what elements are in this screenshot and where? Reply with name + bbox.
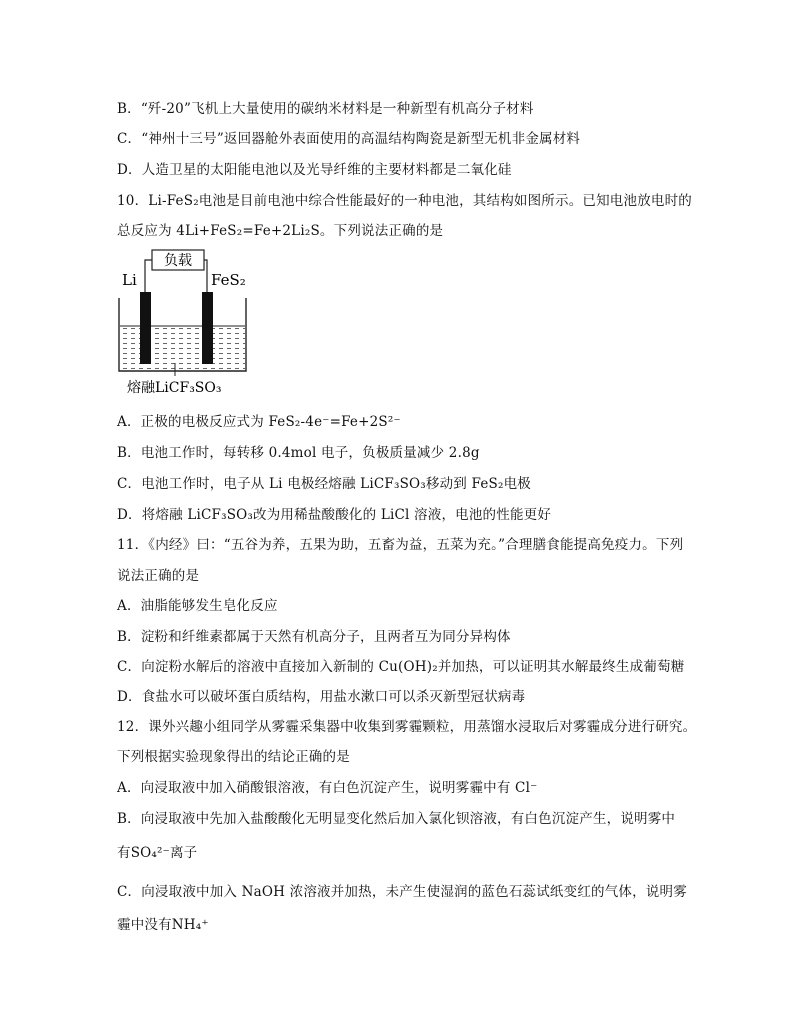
q9-option-b: B．“歼-20”飞机上大量使用的碳纳米材料是一种新型有机高分子材料: [117, 101, 534, 117]
q11-stem-line-2: 说法正确的是: [117, 568, 200, 584]
q10-option-a: A．正极的电极反应式为 FeS₂-4e⁻=Fe+2S²⁻: [117, 414, 401, 430]
q10-option-d: D．将熔融 LiCF₃SO₃改为用稀盐酸酸化的 LiCl 溶液，电池的性能更好: [117, 507, 552, 523]
q11-option-a: A．油脂能够发生皂化反应: [117, 598, 278, 614]
li-label: Li: [122, 271, 137, 289]
q11-stem-line-1: 11．《内经》曰：“五谷为养，五果为助，五畜为益，五菜为充。”合理膳食能提高免疫力。下列: [117, 537, 684, 553]
electrolyte-label: 熔融LiCF₃SO₃: [127, 380, 222, 396]
q12-option-b-line-2: 有SO₄²⁻离子: [117, 845, 198, 861]
li-electrode: [140, 292, 151, 364]
q12-option-b-line-1: B．向浸取液中先加入盐酸酸化无明显变化然后加入氯化钡溶液，有白色沉淀产生，说明雾中: [117, 811, 676, 827]
q10-option-b: B．电池工作时，每转移 0.4mol 电子，负极质量减少 2.8g: [117, 445, 480, 461]
battery-diagram: [115, 246, 265, 401]
q9-option-d: D．人造卫星的太阳能电池以及光导纤维的主要材料都是二氧化硅: [117, 162, 512, 178]
q11-option-b: B．淀粉和纤维素都属于天然有机高分子，且两者互为同分异构体: [117, 629, 511, 645]
q10-stem-line-2: 总反应为 4Li+FeS₂=Fe+2Li₂S。下列说法正确的是: [117, 223, 444, 239]
q12-stem-line-1: 12．课外兴趣小组同学从雾霾采集器中收集到雾霾颗粒，用蒸馏水浸取后对雾霾成分进行研究。: [117, 719, 697, 735]
q12-option-c-line-2: 霾中没有NH₄⁺: [117, 917, 209, 933]
q9-option-c: C．“神州十三号”返回器舱外表面使用的高温结构陶瓷是新型无机非金属材料: [117, 131, 581, 147]
load-label: 负载: [164, 253, 192, 269]
q11-option-d: D．食盐水可以破坏蛋白质结构，用盐水漱口可以杀灭新型冠状病毒: [117, 689, 526, 705]
fes2-label: FeS₂: [211, 271, 246, 289]
q12-option-a: A．向浸取液中加入硝酸银溶液，有白色沉淀产生，说明雾霾中有 Cl⁻: [117, 780, 538, 796]
q11-option-c: C．向淀粉水解后的溶液中直接加入新制的 Cu(OH)₂并加热，可以证明其水解最终生成葡萄糖: [117, 659, 685, 675]
q10-stem-line-1: 10．Li-FeS₂电池是目前电池中综合性能最好的一种电池，其结构如图所示。已知电池放电时的: [117, 193, 692, 209]
electrolyte-solution: [120, 326, 245, 370]
left-wire: [145, 260, 152, 293]
q12-stem-line-2: 下列根据实验现象得出的结论正确的是: [117, 749, 350, 765]
q12-option-c-line-1: C．向浸取液中加入 NaOH 浓溶液并加热，未产生使湿润的蓝色石蕊试纸变红的气体，说明雾: [117, 884, 687, 900]
q10-option-c: C．电池工作时，电子从 Li 电极经熔融 LiCF₃SO₃移动到 FeS₂电极: [117, 476, 531, 492]
fes2-electrode: [202, 292, 213, 364]
